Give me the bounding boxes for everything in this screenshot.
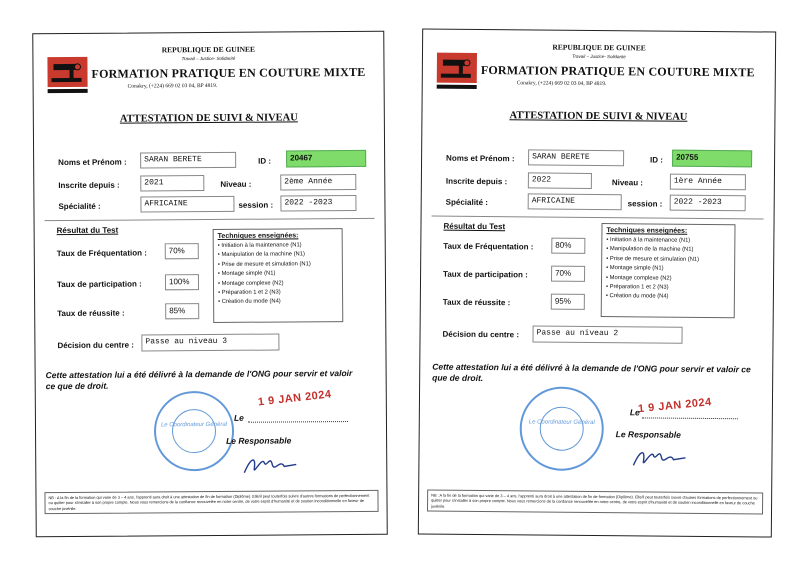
responsable-label: Le Responsable — [615, 429, 681, 440]
footnote: NB : A la fin de la formation qui varie de 3 – 4 ans, l'apprenti aura droit à une attestation de fin de formation (Diplôme). Elle/il peut touterfois suivre d'autres formations de perfectionnement ou quitter pour s'installer à son propre compte. Nous vous remercions de la confiance renouvelée en notre centre, de votre esprit d'humanité et de soutien inconditionnelle en faveur de couche juvénile. — [427, 490, 763, 515]
technique-item: • Montage complexe (N2) — [217, 280, 284, 287]
technique-item: • Manipulation de la machine (N1) — [606, 246, 694, 254]
decision-field: Passe au niveau 3 — [141, 334, 279, 352]
technique-item: • Montage simple (N1) — [217, 270, 276, 278]
attestation-document-2 — [418, 28, 776, 537]
niveau-field: 1ère Année — [670, 174, 746, 191]
frequentation-label: Taux de Fréquentation : — [443, 241, 534, 252]
resultat-heading: Résultat du Test — [443, 221, 506, 232]
technique-item: • Préparation 1 et 2 (N3) — [218, 289, 281, 296]
technique-item: • Manipulation de la machine (N1) — [217, 251, 305, 259]
technique-item: • Initiation à la maintenance (N1) — [606, 237, 691, 244]
inscrite-label: Inscrite depuis : — [445, 176, 508, 187]
reussite-label: Taux de réussite : — [57, 308, 125, 319]
republic-header: REPUBLIQUE DE GUINEE — [552, 42, 646, 53]
technique-item: • Montage complexe (N2) — [606, 274, 672, 282]
stamp-inner-ring — [172, 409, 216, 453]
specialite-field: AFRICAINE — [528, 193, 622, 210]
motto: Travail – Justice- Solidarité — [181, 55, 236, 62]
inscrite-field: 2022 — [528, 172, 592, 189]
inscrite-field: 2021 — [140, 175, 204, 191]
techniques-heading: Techniques enseignées: — [606, 227, 688, 235]
technique-item: • Montage simple (N1) — [606, 265, 664, 272]
id-label: ID : — [258, 156, 272, 166]
stamp-text: Le Coordinateur Général — [160, 421, 228, 429]
ong-stamp — [154, 391, 235, 472]
id-field: 20467 — [286, 150, 366, 168]
motto: Travail – Justice- Solidarité — [572, 53, 626, 60]
participation-label: Taux de participation : — [56, 279, 142, 290]
name-label: Noms et Prénom : — [58, 157, 127, 168]
niveau-label: Niveau : — [220, 179, 252, 189]
session-field: 2022 -2023 — [280, 195, 356, 212]
session-field: 2022 -2023 — [670, 195, 746, 212]
reussite-label: Taux de réussite : — [442, 297, 511, 308]
decision-field: Passe au niveau 2 — [532, 325, 682, 343]
niveau-field: 2ème Année — [280, 174, 356, 191]
specialite-field: AFRICAINE — [140, 196, 234, 213]
document-title: ATTESTATION DE SUIVI & NIVEAU — [509, 110, 688, 123]
frequentation-value: 80% — [551, 238, 585, 254]
signature-mark — [240, 448, 300, 483]
specialite-label: Spécialité : — [445, 197, 488, 208]
ong-stamp — [519, 386, 604, 471]
date-line — [248, 421, 348, 423]
stamp-text: Le Coordinateur Général — [528, 419, 595, 426]
divider — [45, 218, 375, 221]
decision-label: Décision du centre : — [57, 340, 134, 351]
inscrite-label: Inscrite depuis : — [58, 180, 120, 191]
date-stamp: 1 9 JAN 2024 — [637, 396, 713, 416]
technique-item: • Préparation 1 et 2 (N3) — [605, 284, 669, 291]
reussite-value: 95% — [551, 294, 585, 310]
republic-header: REPUBLIQUE DE GUINEE — [161, 44, 256, 55]
participation-label: Taux de participation : — [443, 269, 528, 280]
decision-label: Décision du centre : — [442, 329, 520, 340]
contact-info: Conakry, (+224) 669 02 03 04, BP 4819. — [516, 80, 607, 88]
participation-value: 70% — [551, 266, 585, 282]
technique-item: • Prise de mesure et simulation (N1) — [606, 255, 700, 263]
technique-item: • Initiation à la maintenance (N1) — [217, 242, 302, 249]
stamp-inner-ring — [540, 407, 584, 451]
techniques-box — [213, 228, 344, 323]
le-label: Le — [629, 407, 640, 418]
name-label: Noms et Prénom : — [446, 153, 515, 164]
organization-name: FORMATION PRATIQUE EN COUTURE MIXTE — [91, 64, 366, 81]
technique-item: • Création du mode (N4) — [218, 298, 281, 306]
signature-mark — [629, 441, 689, 477]
niveau-label: Niveau : — [611, 178, 644, 188]
session-label: session : — [238, 200, 274, 210]
attestation-document-1 — [32, 31, 388, 537]
technique-item: • Prise de mesure et simulation (N1) — [217, 261, 311, 268]
frequentation-label: Taux de Fréquentation : — [56, 248, 147, 259]
attestation-statement: Cette attestation lui a été délivré à la demande de l'ONG pour servir et valoir ce que de droit. — [432, 361, 751, 384]
resultat-heading: Résultat du Test — [56, 225, 119, 236]
name-field: SARAN BERETE — [140, 152, 236, 169]
le-label: Le — [233, 412, 244, 423]
divider — [432, 216, 764, 220]
attestation-statement: Cette attestation lui a été délivré à la demande de l'ONG pour servir et valoir ce que de droit. — [45, 368, 353, 392]
participation-value: 100% — [165, 274, 199, 290]
frequentation-value: 70% — [165, 243, 199, 259]
name-field: SARAN BERETE — [528, 149, 624, 166]
responsable-label: Le Responsable — [226, 435, 292, 446]
document-title: ATTESTATION DE SUIVI & NIVEAU — [119, 112, 298, 125]
date-stamp: 1 9 JAN 2024 — [257, 388, 333, 409]
date-line — [642, 417, 738, 419]
id-label: ID : — [650, 155, 664, 165]
techniques-box — [601, 223, 736, 318]
footnote: NB : A la fin de la formation qui varie de 3 – 4 ans, l'apprenti aura droit à une attestation de fin de formation (Diplôme). Elle/il peut touterfois suivre d'autres formations de perfectionnement ou quitter pour s'installer à son propre compte. Nous vous remercions de la confiance renouvelée en notre centre, de votre esprit d'humanité et de soutien inconditionnelle en faveur de couche juvénile. — [44, 490, 378, 514]
technique-item: • Création du mode (N4) — [605, 293, 669, 300]
specialite-label: Spécialité : — [58, 201, 101, 212]
contact-info: Conakry, (+224) 669 02 03 04, BP 4819. — [127, 82, 218, 90]
session-label: session : — [627, 199, 663, 209]
techniques-heading: Techniques enseignées: — [217, 232, 299, 240]
id-field: 20755 — [672, 150, 752, 168]
organization-name: FORMATION PRATIQUE EN COUTURE MIXTE — [480, 62, 755, 80]
reussite-value: 85% — [165, 303, 199, 319]
